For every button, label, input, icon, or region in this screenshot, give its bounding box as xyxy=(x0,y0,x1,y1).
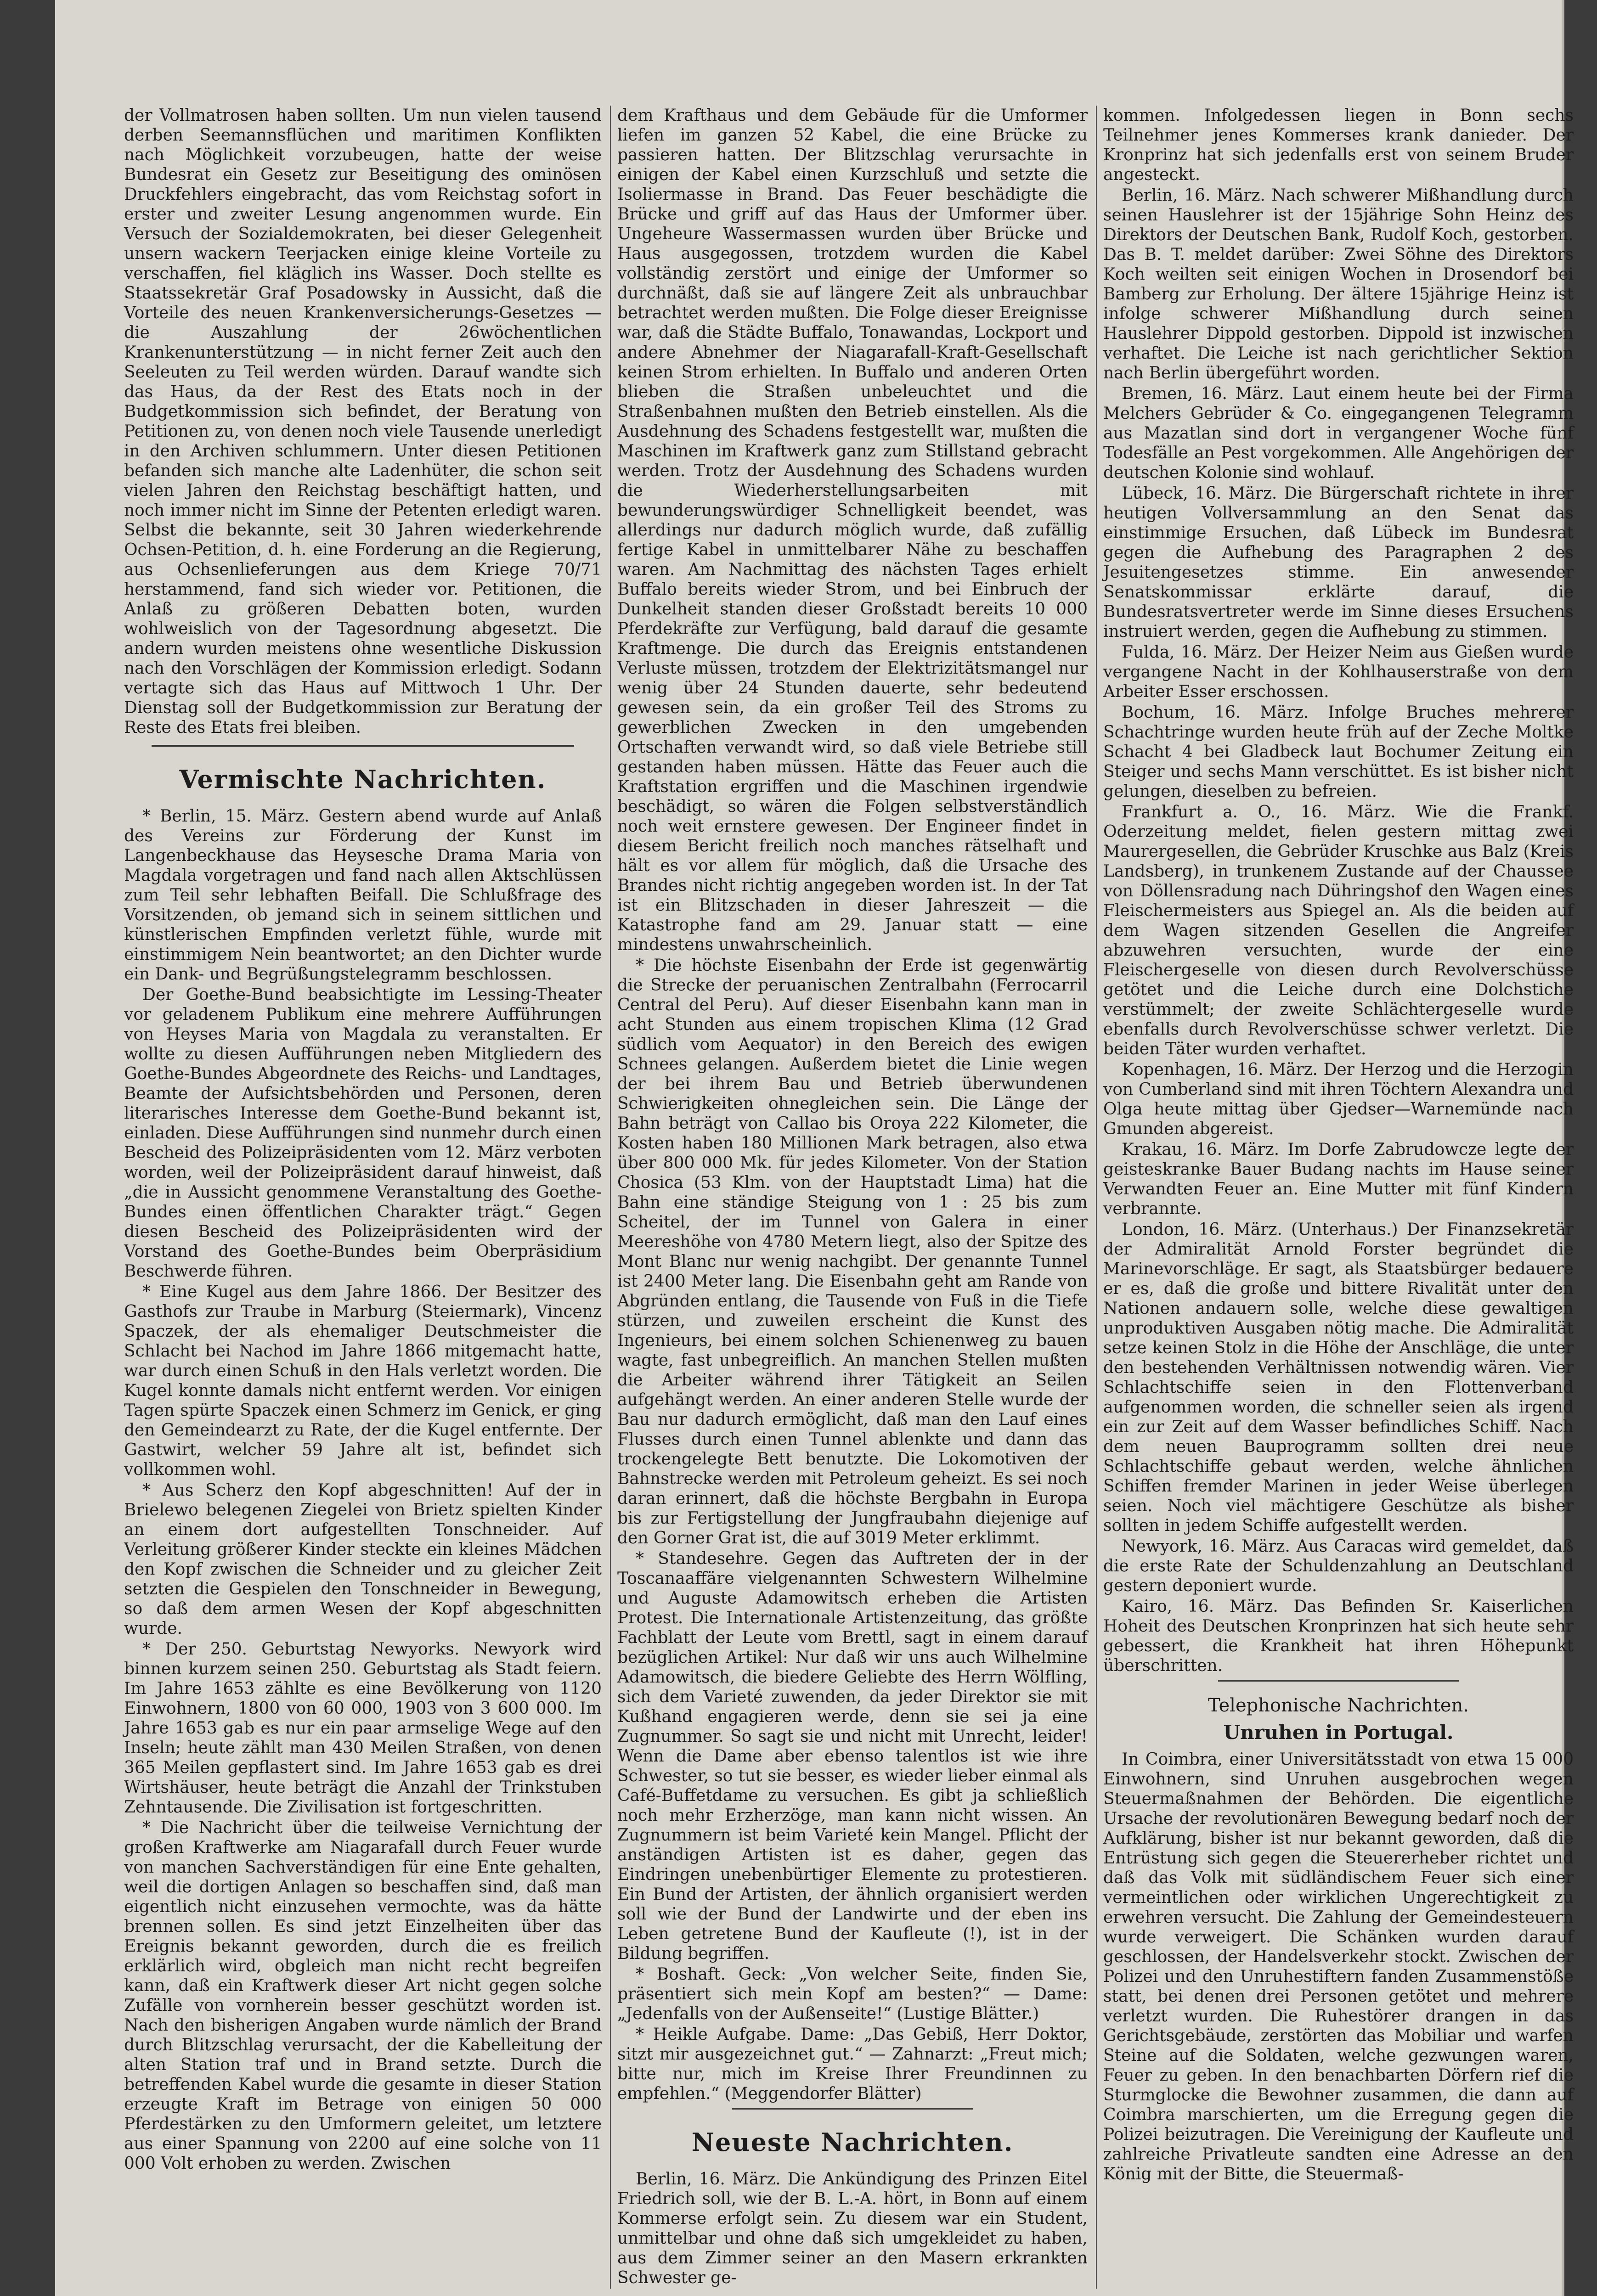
article-paragraph: Berlin, 16. März. Die Ankündigung des Prinzen Eitel Friedrich soll, wie der B. L.-A. hört, in Bonn auf einem Kommerse erfolgt sein. Zu diesem war ein Student, unmittelbar und ohne daß sich umgekleidet zu haben, aus dem Zimmer seiner an den Masern erkrankten Schwester ge- xyxy=(617,2170,1088,2287)
section-heading-neueste: Neueste Nachrichten. xyxy=(691,2127,1014,2157)
article-paragraph: London, 16. März. (Unterhaus.) Der Finanzsekretär der Admiralität Arnold Forster begründet die Marinevorschläge. Er sagt, als Staatsbürger bedauere er es, daß die große und bittere Rivalität unter den Nationen andauern solle, welche diese gewaltigen unproduktiven Ausgaben nötig mache. Die Admiralität setze keinen Stolz in die Höhe der Anschläge, die unter den bestehenden Verhältnissen notwendig wären. Vier Schlachtschiffe seien in den Flottenverband aufgenommen worden, die schneller seien als irgend ein zur Zeit auf dem Wasser befindliches Schiff. Nach dem neuen Bauprogramm sollten drei neue Schlachtschiffe gebaut werden, welche ähnlichen Schiffen fremder Marinen in jeder Weise überlegen seien. Noch viel mächtigere Geschütze als bisher sollten in jedem Schiffe aufgestellt werden. xyxy=(1103,1220,1574,1535)
column-3 xyxy=(1096,106,1574,2289)
article-paragraph: * Heikle Aufgabe. Dame: „Das Gebiß, Herr Doktor, sitzt mir ausgezeichnet gut.“ — Zahnarzt: „Freut mich; bitte nur, mich im Kreise Ihrer Freundinnen zu empfehlen.“ (Meggendorfer Blätter) xyxy=(617,2025,1088,2103)
column-2 xyxy=(610,106,1088,2289)
column-1 xyxy=(124,106,602,2289)
article-paragraph: * Standesehre. Gegen das Auftreten der in der Toscanaaffäre vielgenannten Schwestern Wilhelmine und Auguste Adamowitsch erheben die Artisten Protest. Die Internationale Artistenzeitung, das größte Fachblatt der Leute vom Brettl, sagt in einem darauf bezüglichen Artikel: Nur daß wir uns auch Wilhelmine Adamowitsch, die biedere Geliebte des Herrn Wölfling, sich dem Varieté zuwenden, da jeder Direktor sie mit Kußhand engagieren werde, denn sie sei ja eine Zugnummer. So sagt sie und nicht mit Unrecht, leider! Wenn die Dame aber ebenso talentlos ist wie ihre Schwester, so tut sie besser, es wieder lieber einmal als Café-Buffetdame zu versuchen. Es gibt ja schließlich noch mehr Erzherzöge, man kann nicht wissen. An Zugnummern ist beim Varieté kein Mangel. Pflicht der anständigen Artisten ist es daher, gegen das Eindringen unebenbürtiger Elemente zu protestieren. Ein Bund der Artisten, der ähnlich organisiert werden soll wie der Bund der Landwirte und der eben ins Leben getretene Bund der Kaufleute (!), ist in der Bildung begriffen. xyxy=(617,1549,1088,1963)
section-divider xyxy=(732,2108,973,2110)
newspaper-sheet xyxy=(55,0,1574,2296)
article-paragraph: * Die Nachricht über die teilweise Vernichtung der großen Kraftwerke am Niagarafall durch Feuer wurde von manchen Sachverständigen für eine Ente gehalten, weil die dortigen Anlagen so beschaffen sind, daß man eigentlich nicht einzusehen vermochte, was da hätte brennen sollen. Es sind jetzt Einzelheiten über das Ereignis bekannt geworden, durch die es freilich erklärlich wird, obgleich man nicht recht begreifen kann, daß ein Kraftwerk dieser Art nicht gegen solche Zufälle von vornherein besser geschützt worden ist. Nach den bisherigen Angaben wurde nämlich der Brand durch Blitzschlag verursacht, der die Kabelleitung der alten Station traf und in Brand setzte. Durch die betreffenden Kabel wurde die gesamte in dieser Station erzeugte Kraft im Betrage von einigen 50 000 Pferdestärken zu den Umformern geleitet, um letztere aus einer Spannung von 2200 auf eine solche von 11 000 Volt erhoben zu werden. Zwischen xyxy=(124,1818,602,2173)
section-heading-vermischte: Vermischte Nachrichten. xyxy=(179,765,547,794)
section-divider xyxy=(152,745,574,747)
article-paragraph: * Boshaft. Geck: „Von welcher Seite, finden Sie, präsentiert sich mein Kopf am besten?“ — Dame: „Jedenfalls von der Außenseite!“ (Lustige Blätter.) xyxy=(617,1965,1088,2023)
article-paragraph: * Aus Scherz den Kopf abgeschnitten! Auf der in Brielewo belegenen Ziegelei von Brietz spielten Kinder an einem dort aufgestellten Tonschneider. Auf Verleitung größerer Kinder steckte ein kleines Mädchen den Kopf zwischen die Schneider und zu gleicher Zeit setzten die Gespielen den Tonschneider in Bewegung, so daß dem armen Wesen der Kopf abgeschnitten wurde. xyxy=(124,1481,602,1638)
article-paragraph: Krakau, 16. März. Im Dorfe Zabrudowcze legte der geisteskranke Bauer Budang nachts im Hause seiner Verwandten Feuer an. Eine Mutter mit fünf Kindern verbrannte. xyxy=(1103,1140,1574,1218)
article-paragraph: dem Krafthaus und dem Gebäude für die Umformer liefen im ganzen 52 Kabel, die eine Brücke zu passieren hatten. Der Blitzschlag verursachte in einigen der Kabel einen Kurzschluß und setzte die Isoliermasse in Brand. Das Feuer beschädigte die Brücke und griff auf das Haus der Umformer über. Ungeheure Wassermassen wurden über Brücke und Haus ausgegossen, trotzdem wurden die Kabel vollständig zerstört und einige der Umformer so durchnäßt, daß sie auf längere Zeit als unbrauchbar betrachtet werden mußten. Die Folge dieser Ereignisse war, daß die Städte Buffalo, Tonawandas, Lockport und andere Abnehmer der Niagarafall-Kraft-Gesellschaft keinen Strom erhielten. In Buffalo und anderen Orten blieben die Straßen unbeleuchtet und die Straßenbahnen mußten den Betrieb einstellen. Als die Ausdehnung des Schadens festgestellt war, mußten die Maschinen im Kraftwerk ganz zum Stillstand gebracht werden. Trotz der Ausdehnung des Schadens wurden die Wiederherstellungsarbeiten mit bewunderungswürdiger Schnelligkeit beendet, was allerdings nur dadurch möglich wurde, daß zufällig fertige Kabel in unmittelbarer Nähe zu beschaffen waren. Am Nachmittag des nächsten Tages erhielt Buffalo bereits wieder Strom, und bei Einbruch der Dunkelheit standen dieser Großstadt bereits 10 000 Pferdekräfte zur Verfügung, bald darauf die gesamte Kraftmenge. Die durch das Ereignis entstandenen Verluste müssen, trotzdem der Elektrizitätsmangel nur wenig über 24 Stunden dauerte, sehr bedeutend gewesen sein, da ein großer Teil des Stroms zu gewerblichen Zwecken in den umgebenden Ortschaften verwandt wird, so daß viele Betriebe still gestanden haben müssen. Hätte das Feuer auch die Kraftstation ergriffen und die Maschinen irgendwie beschädigt, so wären die Folgen selbstverständlich noch weit ernstere gewesen. Der Engineer findet in diesem Bericht freilich noch manches rätselhaft und hält es vor allem für möglich, daß die Ursache des Brandes nicht richtig angegeben worden ist. In der Tat ist ein Blitzschaden in dieser Jahreszeit — die Katastrophe fand am 29. Januar statt — eine mindestens unwahrscheinlich. xyxy=(617,106,1088,954)
article-heading-unruhen: Unruhen in Portugal. xyxy=(1223,1721,1454,1744)
article-paragraph: Newyork, 16. März. Aus Caracas wird gemeldet, daß die erste Rate der Schuldenzahlung an Deutschland gestern deponiert wurde. xyxy=(1103,1537,1574,1595)
article-paragraph: der Vollmatrosen haben sollten. Um nun vielen tausend derben Seemannsflüchen und maritimen Konflikten nach Möglichkeit vorzubeugen, hatte der weise Bundesrat ein Gesetz zur Beseitigung des ominösen Druckfehlers eingebracht, das vom Reichstag sofort in erster und zweiter Lesung angenommen wurde. Ein Versuch der Sozialdemokraten, bei dieser Gelegenheit unsern wackern Teerjacken einige kleine Vorteile zu verschaffen, fiel kläglich ins Wasser. Doch stellte es Staatssekretär Graf Posadowsky in Aussicht, daß die Vorteile des neuen Krankenversicherungs-Gesetzes — die Auszahlung der 26wöchentlichen Krankenunterstützung — in nicht ferner Zeit auch den Seeleuten zu Teil werden würden. Darauf wandte sich das Haus, da der Rest des Etats noch in der Budgetkommission sich befindet, der Beratung von Petitionen zu, von denen noch viele Tausende unerledigt in den Archiven schlummern. Unter diesen Petitionen befanden sich manche alte Ladenhüter, die schon seit vielen Jahren den Reichstag beschäftigt hatten, und noch immer nicht im Sinne der Petenten erledigt waren. Selbst die bekannte, seit 30 Jahren wiederkehrende Ochsen-Petition, d. h. eine Forderung an die Regierung, aus Ochsenlieferungen aus dem Kriege 70/71 herstammend, fand sich wieder vor. Petitionen, die Anlaß zu größeren Debatten boten, wurden wohlweislich von der Tagesordnung abgesetzt. Die andern wurden meistens ohne wesentliche Diskussion nach den Vorschlägen der Kommission erledigt. Sodann vertagte sich das Haus auf Mittwoch 1 Uhr. Der Dienstag soll der Budgetkommission zur Beratung der Reste des Etats frei bleiben. xyxy=(124,106,602,737)
article-paragraph: Frankfurt a. O., 16. März. Wie die Frankf. Oderzeitung meldet, fielen gestern mittag zwei Maurergesellen, die Gebrüder Kruschke aus Balz (Kreis Landsberg), in trunkenem Zustande auf der Chaussee von Döllensradung nach Dühringshof den Wagen eines Fleischermeisters aus Spiegel an. Als die beiden auf dem Wagen sitzenden Gesellen die Angreifer abzuwehren versuchten, wurde der eine Fleischergeselle von diesen durch Revolverschüsse getötet und die Leiche durch eine Dolchstiche verstümmelt; der zweite Schlächtergeselle wurde ebenfalls durch Revolverschüsse schwer verletzt. Die beiden Täter wurden verhaftet. xyxy=(1103,803,1574,1058)
article-paragraph: Fulda, 16. März. Der Heizer Neim aus Gießen wurde vergangene Nacht in der Kohlhauserstraße von dem Arbeiter Esser erschossen. xyxy=(1103,643,1574,701)
article-paragraph: * Die höchste Eisenbahn der Erde ist gegenwärtig die Strecke der peruanischen Zentralbahn (Ferrocarril Central del Peru). Auf dieser Eisenbahn kann man in acht Stunden aus einem tropischen Klima (12 Grad südlich vom Aequator) in den Bereich des ewigen Schnees gelangen. Außerdem bietet die Linie wegen der bei ihrem Bau und Betrieb überwundenen Schwierigkeiten ohnegleichen sein. Die Länge der Bahn beträgt von Callao bis Oroya 222 Kilometer, die Kosten haben 180 Millionen Mark betragen, also etwa über 800 000 Mk. für jedes Kilometer. Von der Station Chosica (53 Klm. von der Hauptstadt Lima) hat die Bahn eine ständige Steigung von 1 : 25 bis zum Scheitel, der im Tunnel von Galera in einer Meereshöhe von 4780 Metern liegt, also der Spitze des Mont Blanc nur wenig nachgibt. Der genannte Tunnel ist 2400 Meter lang. Die Eisenbahn geht am Rande von Abgründen entlang, die Tausende von Fuß in die Tiefe stürzen, und zuweilen erscheint die Kunst des Ingenieurs, bei einem solchen Schienenweg zu bauen wagte, fast unbegreiflich. An manchen Stellen mußten die Arbeiter während ihrer Tätigkeit an Seilen aufgehängt werden. An einer anderen Stelle wurde der Bau nur dadurch ermöglicht, daß man den Lauf eines Flusses durch einen Tunnel ablenkte und dann das trockengelegte Bett benutzte. Die Lokomotiven der Bahnstrecke werden mit Petroleum geheizt. Es sei noch daran erinnert, daß die höchste Bergbahn in Europa bis zur Fertigstellung der Jungfraubahn diejenige auf den Gorner Grat ist, die auf 3019 Meter erklimmt. xyxy=(617,956,1088,1548)
article-paragraph: Bochum, 16. März. Infolge Bruches mehrerer Schachtringe wurden heute früh auf der Zeche Moltke Schacht 4 bei Gladbeck laut Bochumer Zeitung ein Steiger und sechs Mann verschüttet. Es ist bisher nicht gelungen, dieselben zu befreien. xyxy=(1103,703,1574,801)
article-paragraph: Kairo, 16. März. Das Befinden Sr. Kaiserlichen Hoheit des Deutschen Kronprinzen hat sich heute sehr gebessert, die Krankheit hat ihren Höhepunkt überschritten. xyxy=(1103,1597,1574,1675)
article-paragraph: * Berlin, 15. März. Gestern abend wurde auf Anlaß des Vereins zur Förderung der Kunst im Langenbeckhause das Heysesche Drama Maria von Magdala vorgetragen und fand nach allen Aktschlüssen zum Teil sehr lebhaften Beifall. Die Schlußfrage des Vorsitzenden, ob jemand sich in seinem sittlichen und künstlerischen Empfinden verletzt fühle, wurde mit einstimmigem Nein beantwortet; an den Dichter wurde ein Dank- und Begrüßungstelegramm beschlossen. xyxy=(124,807,602,984)
section-heading-telephonische: Telephonische Nachrichten. xyxy=(1208,1695,1469,1716)
section-divider xyxy=(1218,1680,1459,1682)
article-paragraph: In Coimbra, einer Universitätsstadt von etwa 15 000 Einwohnern, sind Unruhen ausgebrochen wegen Steuermaßnahmen der Behörden. Die eigentliche Ursache der revolutionären Bewegung bedarf noch der Aufklärung, bisher ist nur bekannt geworden, daß die Entrüstung sich gegen die Steuererheber richtet und daß das Volk mit südländischem Feuer sich einer vermeintlichen oder wirklichen Ungerechtigkeit zu erwehren versucht. Die Zahlung der Gemeindesteuern wurde verweigert. Die Schänken wurden darauf geschlossen, der Handelsverkehr stockt. Zwischen der Polizei und den Unruhestiftern fanden Zusammenstöße statt, bei denen drei Personen getötet und mehrere verletzt wurden. Die Ruhestörer drangen in das Gerichtsgebäude, zerstörten das Mobiliar und warfen Steine auf die Soldaten, welche gezwungen waren, Feuer zu geben. In den benachbarten Dörfern rief die Sturmglocke die Bewohner zusammen, die dann auf Coimbra marschierten, um die Erregung gegen die Polizei beizutragen. Die Vereinigung der Kaufleute und zahlreiche Privatleute sandten eine Adresse an den König mit der Bitte, die Steuermaß- xyxy=(1103,1750,1574,2183)
article-paragraph: Lübeck, 16. März. Die Bürgerschaft richtete in ihrer heutigen Vollversammlung an den Senat das einstimmige Ersuchen, daß Lübeck im Bundesrat gegen die Aufhebung des Paragraphen 2 des Jesuitengesetzes stimme. Ein anwesender Senatskommissar erklärte darauf, die Bundesratsvertreter werde im Sinne dieses Ersuchens instruiert werden, gegen die Aufhebung zu stimmen. xyxy=(1103,484,1574,641)
article-paragraph: Bremen, 16. März. Laut einem heute bei der Firma Melchers Gebrüder & Co. eingegangenen Telegramm aus Mazatlan sind dort in vergangener Woche fünf Todesfälle an Pest vorgekommen. Alle Angehörigen der deutschen Kolonie sind wohlauf. xyxy=(1103,384,1574,482)
article-paragraph: Berlin, 16. März. Nach schwerer Mißhandlung durch seinen Hauslehrer ist der 15jährige Sohn Heinz des Direktors der Deutschen Bank, Rudolf Koch, gestorben. Das B. T. meldet darüber: Zwei Söhne des Direktors Koch weilten seit einigen Wochen in Drosendorf bei Bamberg zur Erholung. Der ältere 15jährige Heinz ist infolge schwerer Mißhandlung durch seinen Hauslehrer Dippold gestorben. Dippold ist inzwischen verhaftet. Die Leiche ist nach gerichtlicher Sektion nach Berlin übergeführt worden. xyxy=(1103,186,1574,383)
newspaper-page xyxy=(124,106,1574,2287)
article-paragraph: * Eine Kugel aus dem Jahre 1866. Der Besitzer des Gasthofs zur Traube in Marburg (Steiermark), Vincenz Spaczek, der als ehemaliger Deutschmeister die Schlacht bei Nachod im Jahre 1866 mitgemacht hatte, war durch einen Schuß in den Hals verletzt worden. Die Kugel konnte damals nicht entfernt werden. Vor einigen Tagen spürte Spaczek einen Schmerz im Genick, er ging den Gemeindearzt zu Rate, der die Kugel entfernte. Der Gastwirt, welcher 59 Jahre alt ist, befindet sich vollkommen wohl. xyxy=(124,1283,602,1479)
article-paragraph: Der Goethe-Bund beabsichtigte im Lessing-Theater vor geladenem Publikum eine mehrere Aufführungen von Heyses Maria von Magdala zu veranstalten. Er wollte zu diesen Aufführungen neben Mitgliedern des Goethe-Bundes Abgeordnete des Reichs- und Landtages, Beamte der Aufsichtsbehörden und Personen, deren literarisches Interesse dem Goethe-Bund bekannt ist, einladen. Diese Aufführungen sind nunmehr durch einen Bescheid des Polizeipräsidenten vom 12. März verboten worden, weil der Polizeipräsident darauf hinweist, daß „die in Aussicht genommene Veranstaltung des Goethe-Bundes einen öffentlichen Charakter trägt.“ Gegen diesen Bescheid des Polizeipräsidenten wird der Vorstand des Goethe-Bundes beim Oberpräsidium Beschwerde führen. xyxy=(124,985,602,1281)
article-paragraph: * Der 250. Geburtstag Newyorks. Newyork wird binnen kurzem seinen 250. Geburtstag als Stadt feiern. Im Jahre 1653 zählte es eine Bevölkerung von 1120 Einwohnern, 1800 von 60 000, 1903 von 3 600 000. Im Jahre 1653 gab es nur ein paar armselige Wege auf den Inseln; heute zählt man 430 Meilen Straßen, von denen 365 Meilen gepflastert sind. Im Jahre 1653 gab es drei Wirtshäuser, heute beträgt die Anzahl der Trinkstuben Zehntausende. Die Zivilisation ist fortgeschritten. xyxy=(124,1640,602,1817)
article-paragraph: kommen. Infolgedessen liegen in Bonn sechs Teilnehmer jenes Kommerses krank danieder. Der Kronprinz hat sich jedenfalls erst von seinem Bruder angesteckt. xyxy=(1103,106,1574,184)
article-paragraph: Kopenhagen, 16. März. Der Herzog und die Herzogin von Cumberland sind mit ihren Töchtern Alexandra und Olga heute mittag über Gjedser—Warnemünde nach Gmunden abgereist. xyxy=(1103,1060,1574,1138)
